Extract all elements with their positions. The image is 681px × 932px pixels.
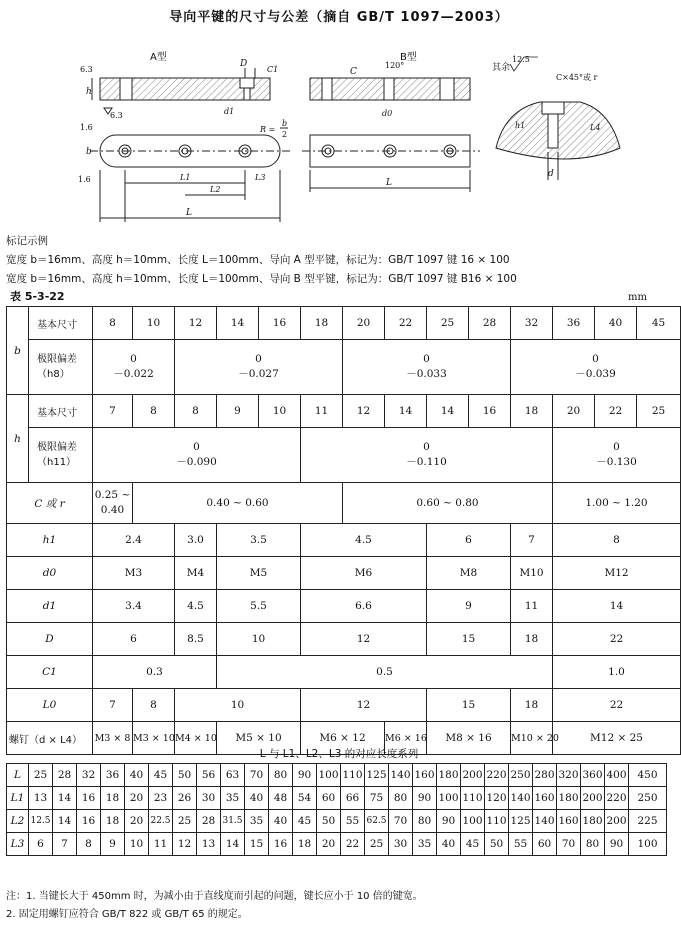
length-cell: 70 <box>389 810 413 833</box>
length-cell: 35 <box>413 833 437 856</box>
row-header-D: D <box>7 623 93 656</box>
length-cell: 50 <box>317 810 341 833</box>
table-row <box>7 623 681 656</box>
length-cell: 75 <box>365 787 389 810</box>
b-basic-cell: 16 <box>259 307 301 340</box>
h-basic-cell: 8 <box>133 395 175 428</box>
length-cell: 13 <box>29 787 53 810</box>
length-cell: 45 <box>149 764 173 787</box>
length-cell: 45 <box>293 810 317 833</box>
table-row <box>7 787 667 810</box>
d1-cell: 11 <box>511 590 553 623</box>
row-header-C1: C1 <box>7 656 93 689</box>
h1-cell: 8 <box>553 524 681 557</box>
length-cell: 200 <box>581 787 605 810</box>
length-cell: 16 <box>77 810 101 833</box>
length-cell: 50 <box>485 833 509 856</box>
length-cell: 225 <box>629 810 667 833</box>
c-cell: 0.60 ~ 0.80 <box>343 483 553 524</box>
length-cell: 40 <box>125 764 149 787</box>
D-cell: 10 <box>217 623 301 656</box>
table-row <box>7 483 681 524</box>
L0-cell: 10 <box>175 689 301 722</box>
dim-D: D <box>240 59 248 69</box>
dim-h1: h1 <box>515 121 526 130</box>
dim-L-b: L <box>386 178 392 188</box>
length-cell: 90 <box>437 810 461 833</box>
other-roughness-prefix: 其余 <box>492 63 511 73</box>
length-cell: 25 <box>365 833 389 856</box>
h-basic-cell: 18 <box>511 395 553 428</box>
length-cell: 220 <box>605 787 629 810</box>
dim-L: L <box>186 208 192 218</box>
h-basic-cell: 16 <box>469 395 511 428</box>
length-cell: 200 <box>605 810 629 833</box>
h-basic-cell: 20 <box>553 395 595 428</box>
length-cell: 180 <box>581 810 605 833</box>
examples-heading: 标记示例 <box>6 235 48 247</box>
screw-cell: M4 × 10 <box>175 722 217 755</box>
b-tol-cell <box>343 340 511 395</box>
h-basic-cell: 11 <box>301 395 343 428</box>
C1-cell: 0.5 <box>217 656 553 689</box>
length-cell: 250 <box>629 787 667 810</box>
length-cell: 140 <box>389 764 413 787</box>
screw-cell: M3 × 8 <box>93 722 133 755</box>
d0-cell: M5 <box>217 557 301 590</box>
b-basic-cell: 22 <box>385 307 427 340</box>
b-basic-cell: 32 <box>511 307 553 340</box>
h-basic-cell: 14 <box>385 395 427 428</box>
screw-cell: M5 × 10 <box>217 722 301 755</box>
b-basic-cell: 45 <box>637 307 681 340</box>
screw-cell: M8 × 16 <box>427 722 511 755</box>
row-header-b: b <box>7 307 29 395</box>
D-cell: 8.5 <box>175 623 217 656</box>
length-cell: 66 <box>341 787 365 810</box>
length-cell: 30 <box>197 787 221 810</box>
b-tol-label-line2: （h8） <box>37 369 70 380</box>
r-numerator: b <box>282 119 288 128</box>
length-cell: 12.5 <box>29 810 53 833</box>
c-cell-line1: 0.25 ~ <box>94 489 131 501</box>
tol-lower: －0.110 <box>406 456 447 468</box>
table-row <box>7 524 681 557</box>
C1-cell: 0.3 <box>93 656 217 689</box>
length-cell: 160 <box>413 764 437 787</box>
d0-cell: M4 <box>175 557 217 590</box>
length-cell: 220 <box>485 764 509 787</box>
tol-lower: －0.130 <box>596 456 637 468</box>
length-cell: 32 <box>77 764 101 787</box>
d1-cell: 9 <box>427 590 511 623</box>
length-cell: 100 <box>629 833 667 856</box>
h1-cell: 4.5 <box>301 524 427 557</box>
tol-upper: 0 <box>592 353 599 365</box>
length-cell: 80 <box>413 810 437 833</box>
length-cell: 180 <box>557 787 581 810</box>
b-tol-cell <box>175 340 343 395</box>
L0-cell: 12 <box>301 689 427 722</box>
length-cell: 110 <box>461 787 485 810</box>
roughness-63-top: 6.3 <box>80 65 93 74</box>
length-row-label: L2 <box>7 810 29 833</box>
h-basic-cell: 8 <box>175 395 217 428</box>
length-cell: 90 <box>605 833 629 856</box>
length-cell: 40 <box>437 833 461 856</box>
type-a-label: A型 <box>150 52 167 63</box>
b-basic-cell: 10 <box>133 307 175 340</box>
L0-cell: 7 <box>93 689 133 722</box>
d0-cell: M3 <box>93 557 175 590</box>
screw-cell: M6 × 16 <box>385 722 427 755</box>
length-cell: 50 <box>173 764 197 787</box>
length-cell: 280 <box>533 764 557 787</box>
L0-cell: 22 <box>553 689 681 722</box>
tol-lower: －0.039 <box>575 368 616 380</box>
table-row <box>7 307 681 340</box>
dim-h: h <box>86 87 92 97</box>
length-cell: 14 <box>53 787 77 810</box>
length-cell: 15 <box>245 833 269 856</box>
length-cell: 22 <box>341 833 365 856</box>
length-table-title: L 与 L1、L2、L3 的对应长度系列 <box>259 748 419 760</box>
length-cell: 20 <box>317 833 341 856</box>
tol-lower: －0.090 <box>176 456 217 468</box>
b-basic-cell: 25 <box>427 307 469 340</box>
d1-cell: 6.6 <box>301 590 427 623</box>
length-cell: 160 <box>557 810 581 833</box>
h-basic-cell: 25 <box>637 395 681 428</box>
tol-upper: 0 <box>193 441 200 453</box>
dim-b: b <box>86 147 92 157</box>
length-cell: 40 <box>245 787 269 810</box>
d0-cell: M8 <box>427 557 511 590</box>
dim-L3: L3 <box>255 173 266 182</box>
length-cell: 25 <box>29 764 53 787</box>
b-basic-cell: 12 <box>175 307 217 340</box>
length-cell: 18 <box>293 833 317 856</box>
b-basic-cell: 40 <box>595 307 637 340</box>
table-row <box>7 833 667 856</box>
c-cell-line2: 0.40 <box>100 504 125 516</box>
roughness-16-top: 1.6 <box>80 123 93 132</box>
length-cell: 14 <box>221 833 245 856</box>
L0-cell: 18 <box>511 689 553 722</box>
c-cell <box>93 483 133 524</box>
type-b-label: B型 <box>400 52 417 63</box>
dim-L4: L4 <box>590 123 601 132</box>
length-cell: 70 <box>245 764 269 787</box>
L0-cell: 8 <box>133 689 175 722</box>
length-cell: 60 <box>533 833 557 856</box>
length-cell: 45 <box>461 833 485 856</box>
c-cell: 0.40 ~ 0.60 <box>133 483 343 524</box>
length-cell: 48 <box>269 787 293 810</box>
dim-d: d <box>548 169 554 179</box>
length-cell: 80 <box>581 833 605 856</box>
d1-cell: 3.4 <box>93 590 175 623</box>
length-cell: 26 <box>173 787 197 810</box>
h-basic-cell: 10 <box>259 395 301 428</box>
L0-cell: 15 <box>427 689 511 722</box>
length-cell: 20 <box>125 787 149 810</box>
length-cell: 13 <box>197 833 221 856</box>
table-row <box>7 590 681 623</box>
h-basic-cell: 12 <box>343 395 385 428</box>
table-unit: mm <box>628 292 647 303</box>
length-cell: 120 <box>485 787 509 810</box>
h-basic-label: 基本尺寸 <box>29 395 93 428</box>
table-row <box>7 689 681 722</box>
length-cell: 22.5 <box>149 810 173 833</box>
table-row <box>7 810 667 833</box>
length-cell: 56 <box>197 764 221 787</box>
marking-examples <box>6 232 517 289</box>
h-basic-cell: 14 <box>427 395 469 428</box>
dim-d1: d1 <box>224 107 235 116</box>
length-cell: 35 <box>245 810 269 833</box>
b-basic-cell: 36 <box>553 307 595 340</box>
length-cell: 23 <box>149 787 173 810</box>
length-cell: 100 <box>317 764 341 787</box>
length-cell: 28 <box>53 764 77 787</box>
h1-cell: 3.0 <box>175 524 217 557</box>
key-drawing <box>60 40 640 225</box>
length-cell: 80 <box>269 764 293 787</box>
length-cell: 16 <box>269 833 293 856</box>
length-cell: 62.5 <box>365 810 389 833</box>
length-cell: 360 <box>581 764 605 787</box>
dim-L1: L1 <box>180 173 191 182</box>
h-basic-cell: 9 <box>217 395 259 428</box>
D-cell: 15 <box>427 623 511 656</box>
d1-cell: 4.5 <box>175 590 217 623</box>
length-cell: 55 <box>509 833 533 856</box>
tol-upper: 0 <box>423 441 430 453</box>
h-tol-cell <box>301 428 553 483</box>
b-tol-cell <box>93 340 175 395</box>
length-cell: 6 <box>29 833 53 856</box>
row-header-h: h <box>7 395 29 483</box>
c-cell: 1.00 ~ 1.20 <box>553 483 681 524</box>
screw-cell: M3 × 10 <box>133 722 175 755</box>
length-cell: 110 <box>485 810 509 833</box>
h-tol-cell <box>93 428 301 483</box>
dim-d0: d0 <box>382 109 393 118</box>
length-cell: 20 <box>125 810 149 833</box>
d1-cell: 5.5 <box>217 590 301 623</box>
r-denominator: 2 <box>282 130 288 139</box>
h-basic-cell: 22 <box>595 395 637 428</box>
tol-lower: －0.022 <box>113 368 154 380</box>
d0-cell: M12 <box>553 557 681 590</box>
row-header-d1: d1 <box>7 590 93 623</box>
b-basic-cell: 28 <box>469 307 511 340</box>
C1-cell: 1.0 <box>553 656 681 689</box>
length-cell: 180 <box>437 764 461 787</box>
h-tol-label-line1: 极限偏差 <box>37 442 77 453</box>
d0-cell: M6 <box>301 557 427 590</box>
h1-cell: 2.4 <box>93 524 175 557</box>
note-2: 2. 固定用螺钉应符合 GB/T 822 或 GB/T 65 的规定。 <box>6 909 248 920</box>
dim-C1: C1 <box>267 65 279 74</box>
example-line-b: 宽度 b＝16mm、高度 h＝10mm、长度 L＝100mm、导向 B 型平键，标记为：GB/T 1097 键 B16 × 100 <box>6 273 517 285</box>
tol-upper: 0 <box>130 353 137 365</box>
length-cell: 125 <box>509 810 533 833</box>
length-cell: 35 <box>221 787 245 810</box>
length-cell: 200 <box>461 764 485 787</box>
h-basic-cell: 7 <box>93 395 133 428</box>
h-tol-label-line2: （h11） <box>37 457 77 468</box>
length-row-label: L1 <box>7 787 29 810</box>
b-basic-label: 基本尺寸 <box>29 307 93 340</box>
length-cell: 14 <box>53 810 77 833</box>
table-row <box>7 340 681 395</box>
tol-lower: －0.027 <box>238 368 279 380</box>
chamfer-label: C×45°或 r <box>556 73 598 82</box>
h-tol-cell <box>553 428 681 483</box>
row-header-L0: L0 <box>7 689 93 722</box>
D-cell: 12 <box>301 623 427 656</box>
example-line-a: 宽度 b＝16mm、高度 h＝10mm、长度 L＝100mm、导向 A 型平键，标记为：GB/T 1097 键 16 × 100 <box>6 254 510 266</box>
D-cell: 22 <box>553 623 681 656</box>
length-cell: 70 <box>557 833 581 856</box>
length-cell: 140 <box>533 810 557 833</box>
length-cell: 90 <box>413 787 437 810</box>
other-roughness-value: 12.5 <box>512 55 530 64</box>
length-cell: 25 <box>173 810 197 833</box>
d1-cell: 14 <box>553 590 681 623</box>
length-cell: 12 <box>173 833 197 856</box>
d0-cell: M10 <box>511 557 553 590</box>
length-row-label: L <box>7 764 29 787</box>
length-row-label: L3 <box>7 833 29 856</box>
table-row <box>7 764 667 787</box>
length-cell: 125 <box>365 764 389 787</box>
b-basic-cell: 20 <box>343 307 385 340</box>
length-cell: 160 <box>533 787 557 810</box>
length-cell: 40 <box>269 810 293 833</box>
length-cell: 28 <box>197 810 221 833</box>
length-cell: 320 <box>557 764 581 787</box>
length-cell: 7 <box>53 833 77 856</box>
length-cell: 8 <box>77 833 101 856</box>
roughness-63-bottom: 6.3 <box>110 111 123 120</box>
h1-cell: 6 <box>427 524 511 557</box>
length-cell: 400 <box>605 764 629 787</box>
b-tol-cell <box>511 340 681 395</box>
b-tol-label <box>29 340 93 395</box>
dim-C: C <box>350 67 357 77</box>
b-basic-cell: 14 <box>217 307 259 340</box>
length-series-table <box>6 763 667 856</box>
main-dimension-table <box>6 306 681 755</box>
screw-cell: M6 × 12 <box>301 722 385 755</box>
length-cell: 10 <box>125 833 149 856</box>
length-cell: 11 <box>149 833 173 856</box>
length-cell: 60 <box>317 787 341 810</box>
length-cell: 450 <box>629 764 667 787</box>
h-tol-label <box>29 428 93 483</box>
table-label: 表 5-3-22 <box>10 290 65 303</box>
length-cell: 80 <box>389 787 413 810</box>
b-basic-cell: 18 <box>301 307 343 340</box>
r-equals: R = <box>260 125 276 134</box>
h1-cell: 3.5 <box>217 524 301 557</box>
D-cell: 6 <box>93 623 175 656</box>
length-cell: 140 <box>509 787 533 810</box>
angle-120: 120° <box>385 61 405 70</box>
row-header-screw: 螺钉（d × L4） <box>7 722 93 755</box>
tol-lower: －0.033 <box>406 368 447 380</box>
length-cell: 18 <box>101 810 125 833</box>
D-cell: 18 <box>511 623 553 656</box>
table-row <box>7 395 681 428</box>
length-cell: 55 <box>341 810 365 833</box>
length-cell: 63 <box>221 764 245 787</box>
tol-upper: 0 <box>613 441 620 453</box>
dim-L2: L2 <box>210 185 221 194</box>
b-tol-label-line1: 极限偏差 <box>37 354 77 365</box>
tol-upper: 0 <box>255 353 262 365</box>
length-cell: 54 <box>293 787 317 810</box>
b-basic-cell: 8 <box>93 307 133 340</box>
length-cell: 16 <box>77 787 101 810</box>
length-cell: 250 <box>509 764 533 787</box>
length-cell: 100 <box>461 810 485 833</box>
row-header-d0: d0 <box>7 557 93 590</box>
length-cell: 9 <box>101 833 125 856</box>
screw-cell: M12 × 25 <box>553 722 681 755</box>
length-cell: 90 <box>293 764 317 787</box>
page-title: 导向平键的尺寸与公差（摘自 GB/T 1097—2003） <box>169 10 509 25</box>
note-1: 注：1. 当键长大于 450mm 时，为减小由于直线度而引起的问题，键长应小于 10 倍的键宽。 <box>6 891 423 902</box>
row-header-h1: h1 <box>7 524 93 557</box>
row-header-c: C 或 r <box>7 483 93 524</box>
length-cell: 31.5 <box>221 810 245 833</box>
screw-cell: M10 × 20 <box>511 722 553 755</box>
length-cell: 110 <box>341 764 365 787</box>
length-cell: 30 <box>389 833 413 856</box>
notes <box>6 888 423 924</box>
table-row <box>7 428 681 483</box>
length-cell: 100 <box>437 787 461 810</box>
roughness-16-bottom: 1.6 <box>78 175 91 184</box>
table-row <box>7 656 681 689</box>
tol-upper: 0 <box>423 353 430 365</box>
h1-cell: 7 <box>511 524 553 557</box>
length-cell: 36 <box>101 764 125 787</box>
length-cell: 18 <box>101 787 125 810</box>
table-row <box>7 557 681 590</box>
